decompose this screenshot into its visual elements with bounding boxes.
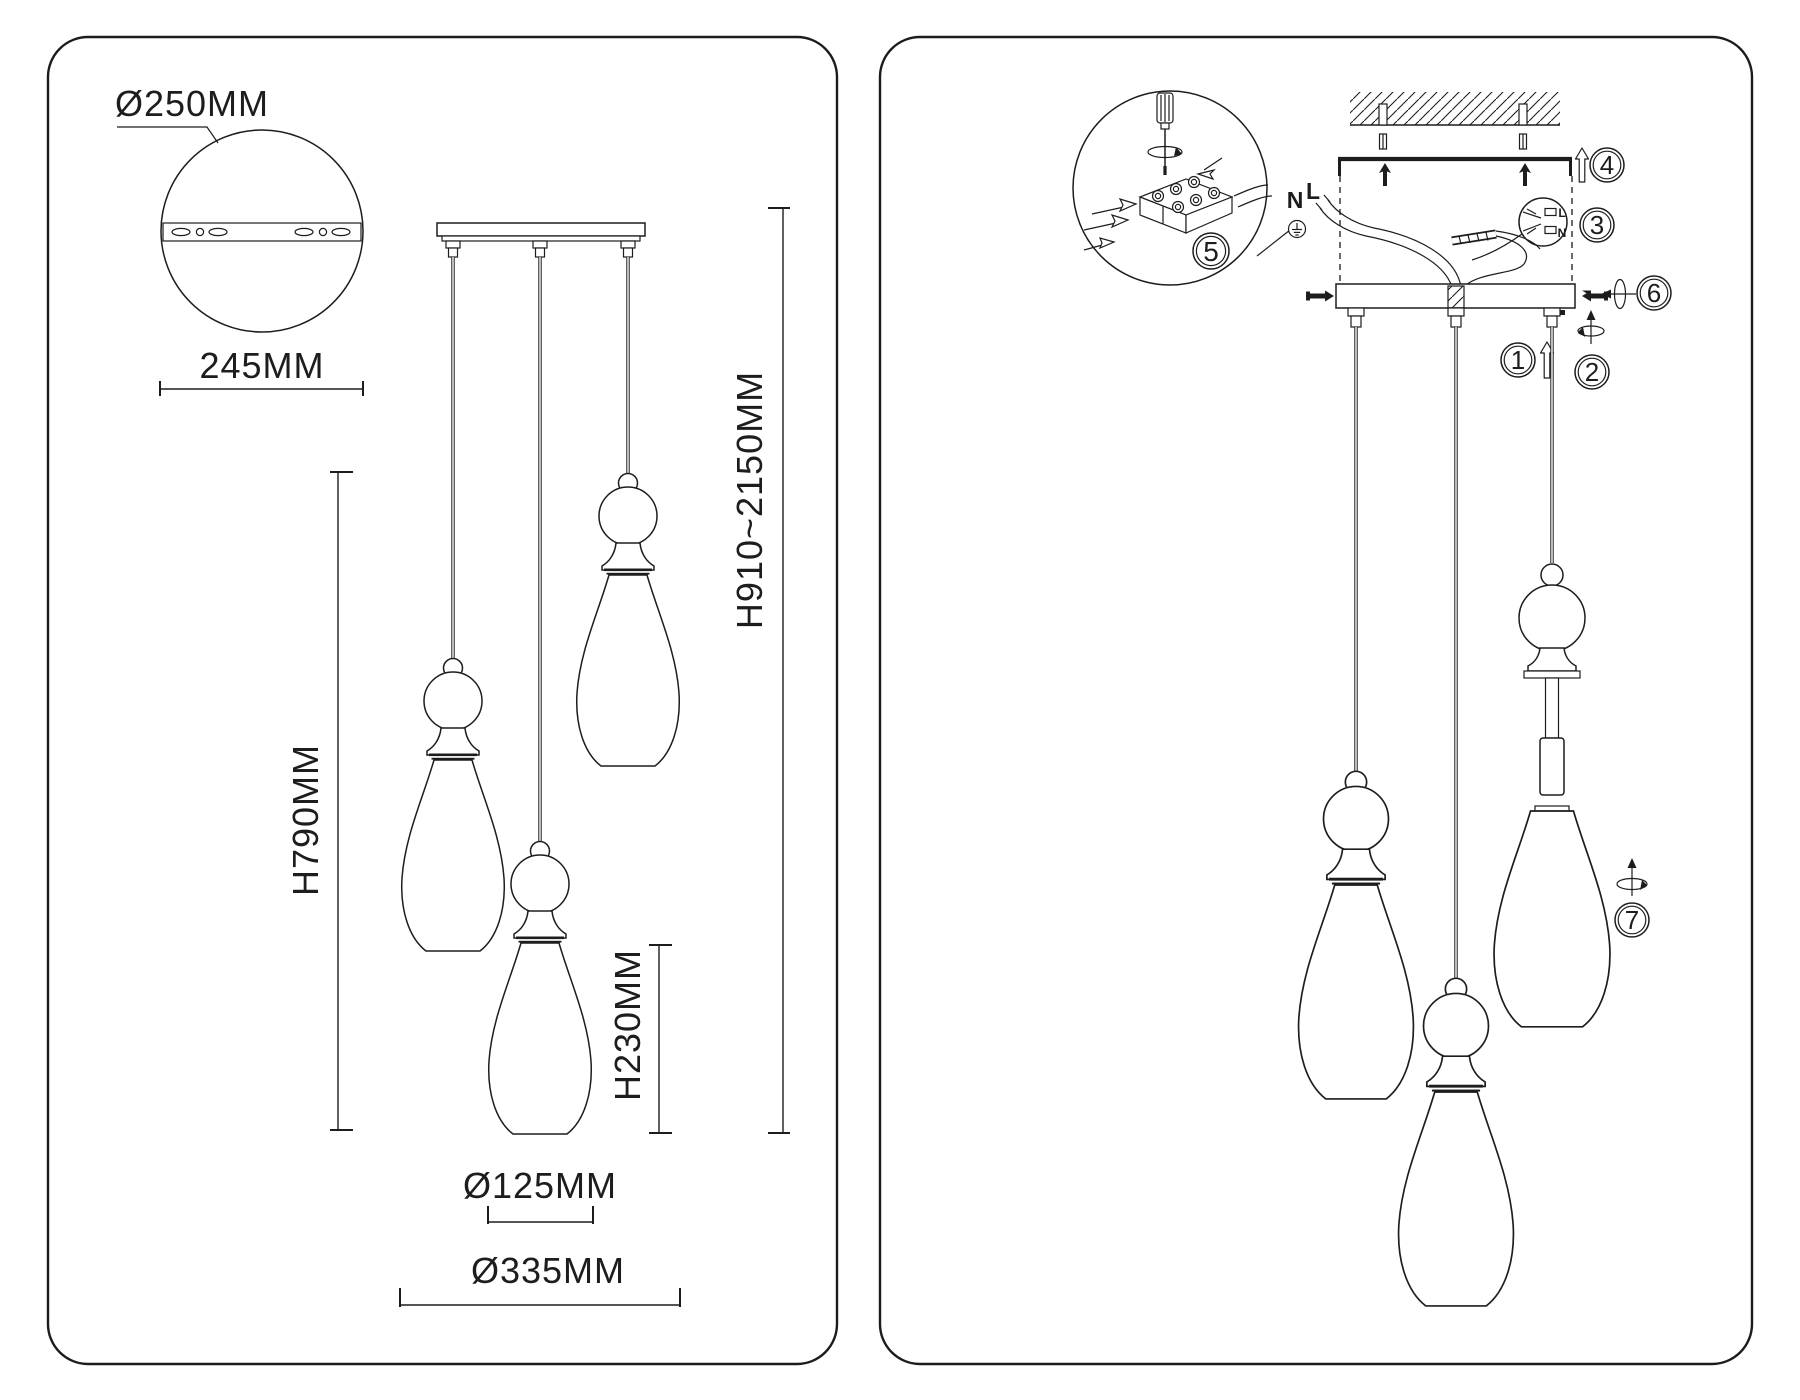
crimp-terminal <box>1545 227 1556 234</box>
dim-canopy-length: 245MM <box>199 345 325 386</box>
step-number: 6 <box>1646 278 1662 308</box>
step-number: 5 <box>1203 236 1219 267</box>
socket-disc <box>1524 671 1580 678</box>
canopy <box>437 223 645 236</box>
anchor-slot <box>1519 104 1527 125</box>
strain-relief <box>1448 286 1464 308</box>
step-number: 2 <box>1584 357 1600 387</box>
step-number: 3 <box>1589 210 1605 240</box>
anchor-slot <box>1379 104 1387 125</box>
glass-ball <box>1519 585 1585 651</box>
wire-label-live: L <box>1305 178 1321 204</box>
lamp-socket <box>1540 738 1564 795</box>
step-number: 7 <box>1624 905 1640 935</box>
dim-fixture-diameter-label: Ø335MM <box>470 1250 626 1291</box>
connector-label-live: L <box>1558 206 1566 220</box>
dim-shade-diameter-label: Ø125MM <box>462 1165 618 1206</box>
set-screw <box>1560 310 1565 315</box>
dim-shade-height: H230MM <box>607 948 648 1102</box>
dim-pendant-drop: H790MM <box>285 743 326 897</box>
connector-label-neutral: N <box>1557 226 1567 240</box>
mounting-plate <box>163 223 361 241</box>
cord-knob <box>1541 564 1563 586</box>
left-panel <box>48 37 837 1364</box>
right-panel <box>880 37 1752 1364</box>
dim-overall-height: H910~2150MM <box>729 370 770 630</box>
wire-label-neutral: N <box>1286 187 1304 213</box>
step-number: 1 <box>1510 345 1526 375</box>
lamp-stem <box>1546 678 1559 738</box>
right-panel-border <box>880 37 1752 1364</box>
canopy-flange <box>442 236 640 241</box>
dim-canopy-diameter: Ø250MM <box>114 83 270 124</box>
step-number: 4 <box>1599 150 1615 180</box>
ceiling-hatch <box>1350 92 1560 125</box>
crimp-terminal <box>1545 209 1556 216</box>
